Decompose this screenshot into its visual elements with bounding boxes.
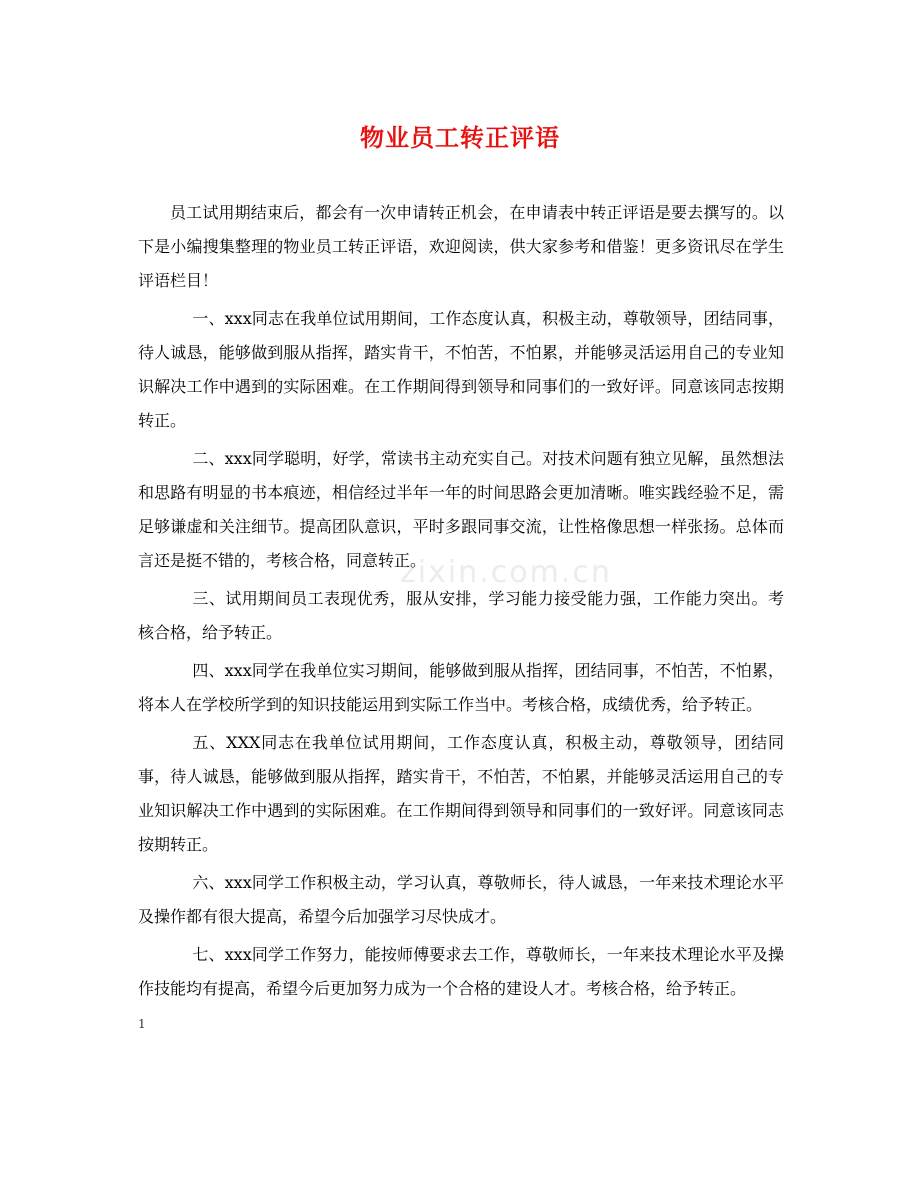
comment-paragraph-7: 七、xxx同学工作努力，能按师傅要求去工作，尊敬师长，一年来技术理论水平及操作技能均有提高，希望今后更加努力成为一个合格的建设人才。考核合格，给予转正。 — [138, 945, 784, 998]
comment-paragraph-6: 六、xxx同学工作积极主动，学习认真，尊敬师长，待人诚恳，一年来技术理论水平及操作都有很大提高，希望今后加强学习尽快成才。 — [138, 873, 784, 926]
comment-paragraph-1: 一、xxx同志在我单位试用期间，工作态度认真，积极主动，尊敬领导，团结同事，待人诚恳，能够做到服从指挥，踏实肯干，不怕苦，不怕累，并能够灵活运用自己的专业知识解决工作中遇到的实际困难。在工作期间得到领导和同事们的一致好评。同意该同志按期转正。 — [138, 309, 784, 430]
comment-paragraph-2: 二、xxx同学聪明，好学，常读书主动充实自己。对技术问题有独立见解，虽然想法和思路有明显的书本痕迹，相信经过半年一年的时间思路会更加清晰。唯实践经验不足，需足够谦虚和关注细节。提高团队意识，平时多跟同事交流，让性格像思想一样张扬。总体而言还是挺不错的，考核合格，同意转正。 — [138, 449, 784, 570]
watermark: zixin.com.cn — [400, 555, 612, 590]
document-title: 物业员工转正评语 — [360, 123, 560, 152]
comment-paragraph-4: 四、xxx同学在我单位实习期间，能够做到服从指挥，团结同事，不怕苦，不怕累，将本人在学校所学到的知识技能运用到实际工作当中。考核合格，成绩优秀，给予转正。 — [138, 661, 784, 714]
comment-paragraph-3: 三、试用期间员工表现优秀，服从安排，学习能力接受能力强，工作能力突出。考核合格，给予转正。 — [138, 589, 784, 642]
page-number: 1 — [138, 1017, 146, 1031]
comment-paragraph-5: 五、XXX同志在我单位试用期间，工作态度认真，积极主动，尊敬领导，团结同事，待人诚恳，能够做到服从指挥，踏实肯干，不怕苦，不怕累，并能够灵活运用自己的专业知识解决工作中遇到的实际困难。在工作期间得到领导和同事们的一致好评。同意该同志按期转正。 — [138, 733, 784, 854]
intro-paragraph: 员工试用期结束后，都会有一次申请转正机会，在申请表中转正评语是要去撰写的。以下是小编搜集整理的物业员工转正评语，欢迎阅读，供大家参考和借鉴！更多资讯尽在学生评语栏目！ — [138, 203, 784, 290]
document-body — [138, 196, 784, 1006]
